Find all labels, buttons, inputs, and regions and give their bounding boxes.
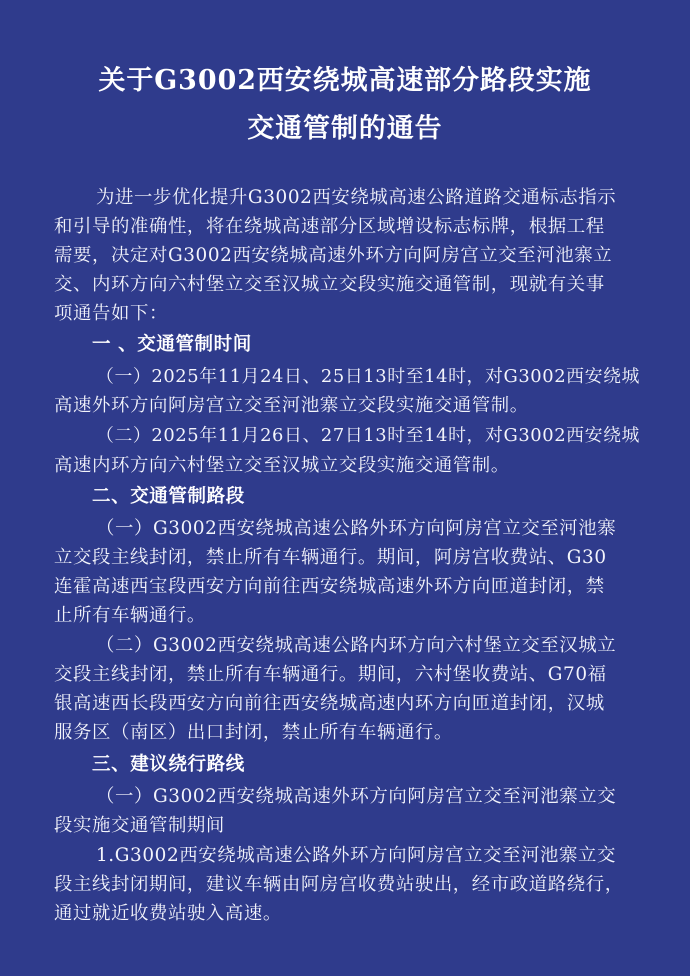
section3-item1-line: （一）G3002西安绕城高速外环方向阿房宫立交至河池寨立交 [96,786,617,807]
section1-item1-line: （一）2025年11月24日、25日13时至14时，对G3002西安绕城 [96,366,641,387]
notice-title-line1: 关于G3002西安绕城高速部分路段实施 [98,65,592,96]
section1-item2-line: 高速内环方向六村堡立交至汉城立交段实施交通管制。 [54,455,510,476]
intro-line: 交、内环方向六村堡立交至汉城立交段实施交通管制，现就有关事 [54,274,605,295]
intro-line: 需要，决定对G3002西安绕城高速外环方向阿房宫立交至河池寨立 [54,245,613,266]
section-heading-detour: 三、建议绕行路线 [92,754,245,775]
section2-item2-line: 银高速西长段西安方向前往西安绕城高速内环方向匝道封闭，汉城 [54,693,605,714]
section3-item1-1-line: 1.G3002西安绕城高速公路外环方向阿房宫立交至河池寨立交 [96,845,617,866]
section2-item1-line: 止所有车辆通行。 [54,605,206,626]
section2-item2-line: （二）G3002西安绕城高速公路内环方向六村堡立交至汉城立 [96,635,617,656]
section2-item1-line: 立交段主线封闭，禁止所有车辆通行。期间，阿房宫收费站、G30 [54,547,607,568]
intro-line: 和引导的准确性，将在绕城高速部分区域增设标志标牌，根据工程 [54,216,605,237]
section3-item1-1-line: 段主线封闭期间，建议车辆由阿房宫收费站驶出，经市政道路绕行， [54,874,624,895]
section2-item2-line: 交段主线封闭，禁止所有车辆通行。期间，六村堡收费站、G70福 [54,664,607,685]
section2-item1-line: 连霍高速西宝段西安方向前往西安绕城高速外环方向匝道封闭，禁 [54,576,605,597]
section3-item1-line: 段实施交通管制期间 [54,815,225,836]
notice-title-line2: 交通管制的通告 [247,113,443,144]
section2-item2-line: 服务区（南区）出口封闭，禁止所有车辆通行。 [54,722,453,743]
section1-item2-line: （二）2025年11月26日、27日13时至14时，对G3002西安绕城 [96,425,641,446]
intro-line: 项通告如下： [54,303,168,324]
intro-line: 为进一步优化提升G3002西安绕城高速公路道路交通标志指示 [96,187,617,208]
section2-item1-line: （一）G3002西安绕城高速公路外环方向阿房宫立交至河池寨 [96,518,617,539]
section3-item1-1-line: 通过就近收费站驶入高速。 [54,903,282,924]
section-heading-roads: 二、交通管制路段 [92,486,245,507]
section-heading-time: 一 、交通管制时间 [92,334,252,355]
section1-item1-line: 高速外环方向阿房宫立交至河池寨立交段实施交通管制。 [54,395,529,416]
